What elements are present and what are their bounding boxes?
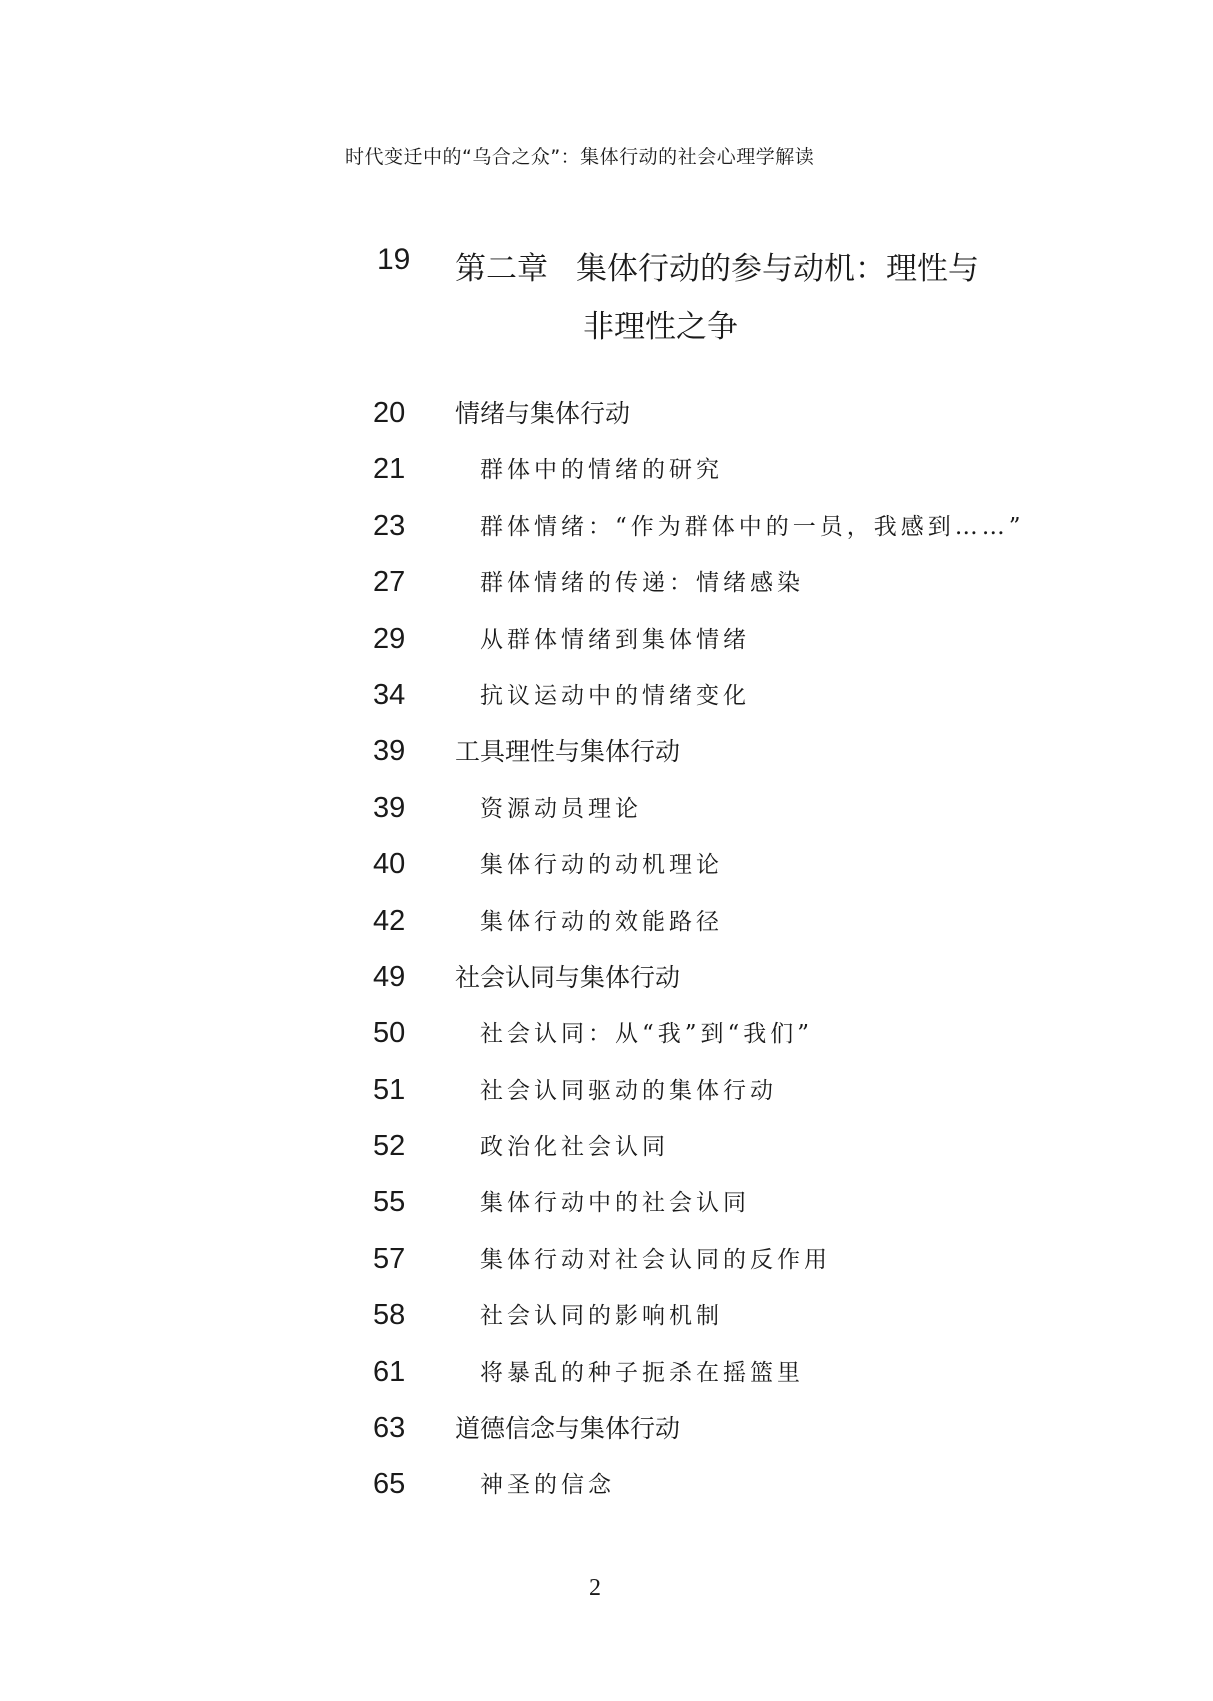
toc-subsection-entry <box>0 1461 1213 1517</box>
toc-page-number: 61 <box>373 1355 406 1388</box>
toc-page-number: 50 <box>373 1017 406 1050</box>
toc-page-number: 63 <box>373 1412 406 1445</box>
toc-entry-title: 工具理性与集体行动 <box>455 737 681 767</box>
toc-page-number: 21 <box>373 453 406 486</box>
toc-entry-title: 社会认同与集体行动 <box>455 962 681 992</box>
toc-entry-title: 情绪与集体行动 <box>455 399 631 428</box>
toc-entry-title: 道德信念与集体行动 <box>455 1414 681 1444</box>
toc-subsection-entry <box>0 1010 1213 1066</box>
toc-entry-title: 群体情绪：“作为群体中的一员，我感到……” <box>480 513 1025 540</box>
toc-page-number: 29 <box>373 622 406 655</box>
toc-entry-title: 政治化社会认同 <box>480 1134 669 1161</box>
toc-entry-title: 社会认同驱动的集体行动 <box>480 1077 777 1104</box>
toc-subsection-entry <box>0 1236 1213 1292</box>
toc-page-number: 55 <box>373 1186 406 1219</box>
chapter-title-text: 集体行动的参与动机：理性与 <box>576 251 979 287</box>
chapter-label: 第二章 <box>455 251 548 287</box>
toc-page-number: 58 <box>373 1299 406 1332</box>
chapter-title-line-1 <box>455 240 1015 298</box>
toc-entry-title: 集体行动的动机理论 <box>480 852 723 879</box>
toc-page-number: 23 <box>373 509 406 542</box>
toc-subsection-entry <box>0 1067 1213 1123</box>
toc-section-entry <box>0 1405 1213 1461</box>
chapter-page-number: 19 <box>377 243 411 276</box>
toc-subsection-entry <box>0 785 1213 841</box>
toc-entry-title: 将暴乱的种子扼杀在摇篮里 <box>480 1359 804 1386</box>
toc-page-number: 65 <box>373 1468 406 1501</box>
toc-section-entry <box>0 728 1213 784</box>
toc-entry-title: 社会认同的影响机制 <box>480 1303 723 1330</box>
toc-page-number: 27 <box>373 566 406 599</box>
toc-subsection-entry <box>0 1123 1213 1179</box>
toc-entry-title: 集体行动中的社会认同 <box>480 1190 750 1217</box>
toc-entry-title: 神圣的信念 <box>480 1472 615 1499</box>
toc-subsection-entry <box>0 1292 1213 1348</box>
toc-subsection-entry <box>0 559 1213 615</box>
toc-subsection-entry <box>0 616 1213 672</box>
toc-page-number: 57 <box>373 1242 406 1275</box>
toc-page-number: 52 <box>373 1130 406 1163</box>
toc-entry-title: 集体行动的效能路径 <box>480 908 723 935</box>
toc-section-entry <box>0 390 1213 446</box>
table-of-contents <box>0 390 1213 1518</box>
toc-entry-title: 群体中的情绪的研究 <box>480 457 723 484</box>
toc-subsection-entry <box>0 446 1213 502</box>
chapter-title <box>455 240 1015 356</box>
toc-entry-title: 抗议运动中的情绪变化 <box>480 682 750 709</box>
toc-section-entry <box>0 954 1213 1010</box>
toc-subsection-entry <box>0 1179 1213 1235</box>
toc-page-number: 51 <box>373 1073 406 1106</box>
toc-entry-title: 社会认同：从“我”到“我们” <box>480 1021 814 1048</box>
toc-page-number: 34 <box>373 678 406 711</box>
toc-entry-title: 资源动员理论 <box>480 795 642 822</box>
toc-entry-title: 群体情绪的传递：情绪感染 <box>480 570 804 597</box>
chapter-heading <box>0 240 1213 360</box>
toc-page-number: 20 <box>373 397 406 429</box>
toc-page-number: 49 <box>373 960 406 993</box>
toc-subsection-entry <box>0 898 1213 954</box>
toc-subsection-entry <box>0 672 1213 728</box>
chapter-title-line-2: 非理性之争 <box>583 309 738 345</box>
toc-entry-title: 从群体情绪到集体情绪 <box>480 626 750 653</box>
toc-subsection-entry <box>0 503 1213 559</box>
toc-page-number: 39 <box>373 791 406 824</box>
running-header: 时代变迁中的“乌合之众”：集体行动的社会心理学解读 <box>345 146 815 168</box>
toc-subsection-entry <box>0 841 1213 897</box>
toc-page-number: 42 <box>373 904 406 937</box>
toc-subsection-entry <box>0 1349 1213 1405</box>
toc-page-number: 40 <box>373 848 406 881</box>
page-number: 2 <box>589 1575 601 1601</box>
toc-page-number: 39 <box>373 735 406 768</box>
toc-entry-title: 集体行动对社会认同的反作用 <box>480 1246 831 1273</box>
